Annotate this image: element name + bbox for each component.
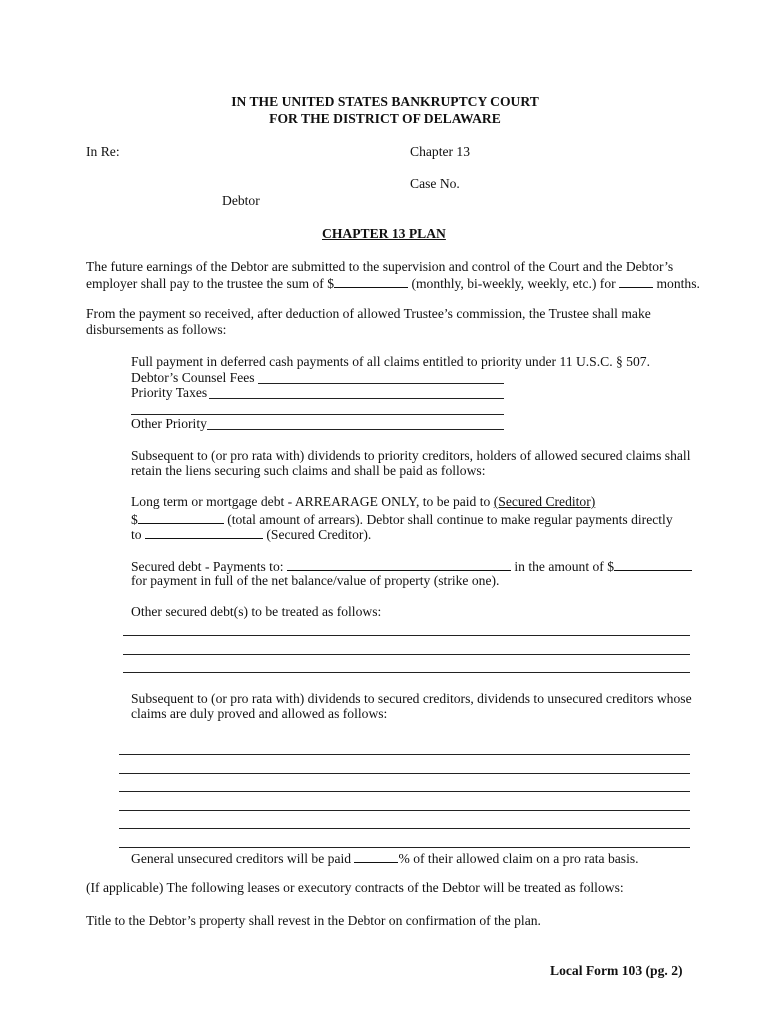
general-unsecured-line	[131, 849, 639, 867]
trustee-sum-text: employer shall pay to the trustee the sum of $	[86, 276, 335, 291]
secured-amount-blank[interactable]	[614, 557, 692, 571]
arrears-amount-blank[interactable]	[138, 510, 224, 524]
other-secured-label: Other secured debt(s) to be treated as follows:	[131, 604, 382, 619]
unsecured-blank-2[interactable]	[119, 773, 690, 774]
frequency-text: (monthly, bi-weekly, weekly, etc.) for	[411, 276, 616, 291]
long-term-debt-line3	[131, 525, 371, 543]
priority-extra-blank[interactable]	[131, 414, 504, 415]
percent-blank[interactable]	[354, 849, 398, 863]
court-district: FOR THE DISTRICT OF DELAWARE	[269, 111, 501, 126]
other-secured-blank-3[interactable]	[123, 672, 690, 673]
arrears-text: (total amount of arrears). Debtor shall continue to make regular payments directly	[227, 512, 673, 527]
general-unsecured-text: General unsecured creditors will be paid	[131, 851, 352, 866]
unsecured-intro-line2: claims are duly proved and allowed as follows:	[131, 706, 388, 721]
secured-debt-line2: for payment in full of the net balance/value of property (strike one).	[131, 573, 500, 588]
other-secured-blank-1[interactable]	[123, 635, 690, 636]
amount-text: in the amount of $	[514, 559, 615, 574]
other-priority-label: Other Priority	[131, 416, 207, 431]
secured-intro-line2: retain the liens securing such claims and shall be paid as follows:	[131, 463, 486, 478]
secured-intro-line1: Subsequent to (or pro rata with) dividends to priority creditors, holders of allowed secured claims shall	[131, 448, 691, 463]
counsel-fees-blank[interactable]	[258, 383, 504, 384]
percent-text: % of their allowed claim on a pro rata basis.	[398, 851, 639, 866]
court-name: IN THE UNITED STATES BANKRUPTCY COURT	[231, 94, 539, 109]
in-re-label: In Re:	[86, 144, 120, 159]
long-term-debt-text: Long term or mortgage debt - ARREARAGE ONLY, to be paid to	[131, 494, 491, 509]
unsecured-blank-3[interactable]	[119, 791, 690, 792]
other-priority-blank[interactable]	[207, 429, 504, 430]
direct-creditor-text: (Secured Creditor).	[266, 527, 372, 542]
plan-title: CHAPTER 13 PLAN	[322, 226, 446, 241]
unsecured-blank-6[interactable]	[119, 847, 690, 848]
secured-creditor-field[interactable]: (Secured Creditor)	[493, 494, 596, 509]
payment-amount-blank[interactable]	[334, 274, 408, 288]
disbursement-paragraph-line1: From the payment so received, after deduction of allowed Trustee’s commission, the Trustee shall make	[86, 306, 651, 321]
priority-full-payment: Full payment in deferred cash payments of all claims entitled to priority under 11 U.S.C. § 507.	[131, 354, 650, 369]
case-number-label: Case No.	[410, 176, 460, 191]
secured-payee-blank[interactable]	[287, 557, 511, 571]
long-term-debt-line1	[131, 494, 595, 510]
secured-debt-payments-text: Secured debt - Payments to:	[131, 559, 284, 574]
to-text: to	[131, 527, 142, 542]
unsecured-intro-line1: Subsequent to (or pro rata with) dividends to secured creditors, dividends to unsecured creditors whose	[131, 691, 692, 706]
unsecured-blank-4[interactable]	[119, 810, 690, 811]
disbursement-paragraph-line2: disbursements as follows:	[86, 322, 227, 337]
debtor-label: Debtor	[222, 193, 260, 208]
other-secured-blank-2[interactable]	[123, 654, 690, 655]
dollar-sign: $	[131, 512, 138, 527]
revest-paragraph: Title to the Debtor’s property shall revest in the Debtor on confirmation of the plan.	[86, 913, 541, 928]
unsecured-blank-1[interactable]	[119, 754, 690, 755]
direct-creditor-blank[interactable]	[145, 525, 263, 539]
priority-taxes-label: Priority Taxes	[131, 385, 208, 400]
priority-taxes-blank[interactable]	[209, 398, 504, 399]
chapter-label: Chapter 13	[410, 144, 471, 159]
counsel-fees-label: Debtor’s Counsel Fees	[131, 370, 255, 385]
earnings-paragraph-line1: The future earnings of the Debtor are submitted to the supervision and control of the Court and the Debtor’s	[86, 259, 674, 274]
earnings-paragraph-line2	[86, 274, 700, 292]
months-blank[interactable]	[619, 274, 653, 288]
months-text: months.	[656, 276, 700, 291]
unsecured-blank-5[interactable]	[119, 828, 690, 829]
leases-paragraph: (If applicable) The following leases or executory contracts of the Debtor will be treated as follows:	[86, 880, 624, 895]
form-footer: Local Form 103 (pg. 2)	[550, 963, 683, 978]
